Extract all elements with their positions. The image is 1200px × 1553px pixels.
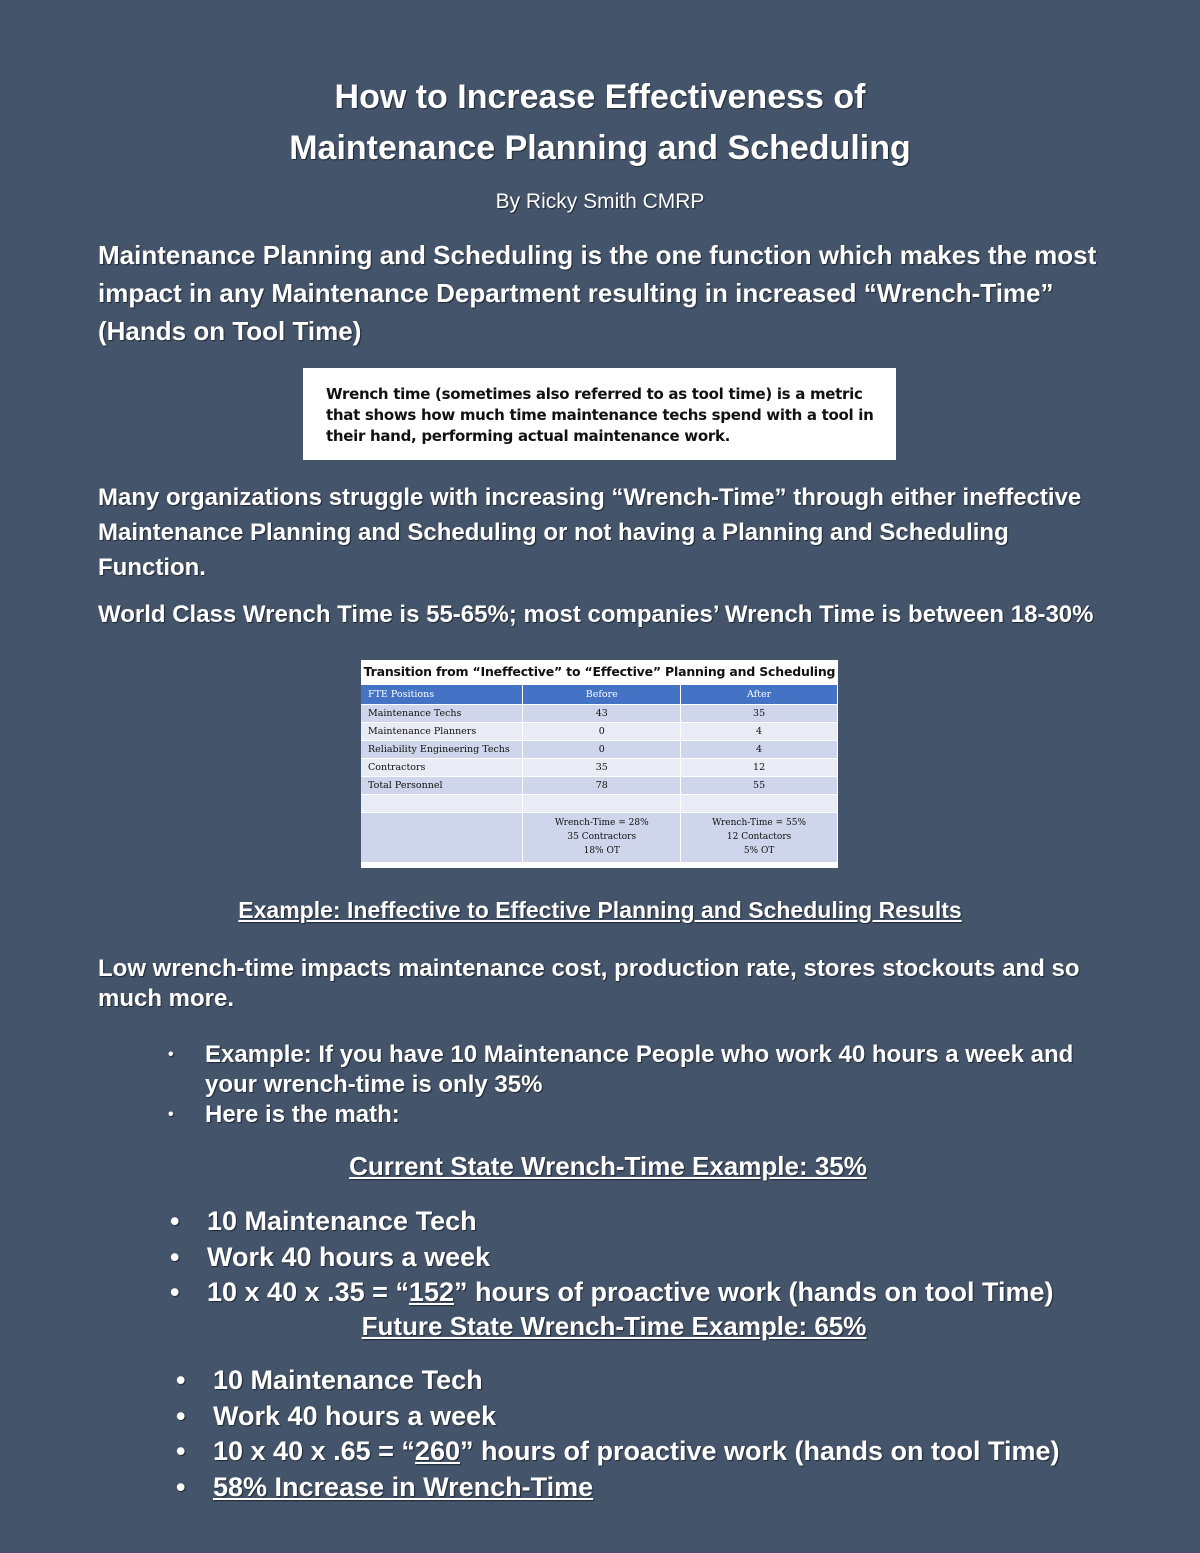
table-cell: 35 (523, 758, 681, 776)
after-note: Wrench-Time = 55% (712, 818, 806, 828)
bullet-icon: • (176, 1400, 186, 1431)
after-notes-cell (681, 812, 838, 862)
table-cell: 55 (681, 776, 838, 794)
future-state-heading: Future State Wrench-Time Example: 65% (361, 1311, 867, 1341)
low-wrench-paragraph: Low wrench-time impacts maintenance cost, production rate, stores stockouts and so much more. (98, 955, 1080, 1012)
calc-prefix: 10 x 40 x .35 = “ (207, 1277, 409, 1307)
list-item (176, 1363, 1116, 1399)
bullet-icon: • (176, 1436, 186, 1466)
page-title (0, 72, 1200, 174)
list-item-text: Example: If you have 10 Maintenance People who work 40 hours a week and your wrench-time is only 35% (205, 1041, 1074, 1098)
table-cell: 4 (681, 740, 838, 758)
calc-value: 152 (408, 1277, 454, 1307)
list-item (170, 1204, 1110, 1240)
before-note: 18% OT (583, 846, 620, 856)
table-notes-row (361, 812, 838, 862)
table-cell (361, 812, 523, 862)
list-item-text: Here is the math: (205, 1101, 400, 1128)
list-item (168, 1040, 1108, 1100)
calc-prefix: 10 x 40 x .65 = “ (213, 1436, 415, 1466)
table-cell: 0 (523, 740, 681, 758)
table-header-row (361, 685, 838, 704)
header-cell: Before (523, 685, 681, 704)
title-line-2: Maintenance Planning and Scheduling (289, 129, 911, 167)
table-cell: 4 (681, 722, 838, 740)
table-cell: Contractors (361, 758, 523, 776)
after-note: 12 Contactors (726, 832, 792, 842)
bullet-icon: • (176, 1365, 186, 1395)
list-item-text: Work 40 hours a week (207, 1241, 491, 1272)
table-cell: 78 (523, 776, 681, 794)
list-item (176, 1399, 1116, 1435)
future-state-list (176, 1363, 1116, 1505)
bullet-icon: • (170, 1206, 180, 1236)
calc-value: 260 (414, 1436, 460, 1466)
bullet-icon: • (168, 1106, 174, 1123)
table-cell: Maintenance Planners (361, 722, 523, 740)
definition-box: Wrench time (sometimes also referred to as tool time) is a metric that shows how much time maintenance techs spend with a tool in their hand, performing actual maintenance work. (303, 368, 896, 460)
before-note: 35 Contractors (567, 832, 637, 842)
table-cell: 35 (681, 704, 838, 722)
example-heading: Example: Ineffective to Effective Planning and Scheduling Results (238, 897, 962, 923)
table-cell: Maintenance Techs (361, 704, 523, 722)
table-cell: 12 (681, 758, 838, 776)
list-item (170, 1240, 1110, 1276)
list-item (176, 1434, 1116, 1470)
fte-table-title: Transition from “Ineffective” to “Effective” Planning and Scheduling (363, 664, 836, 679)
example-bullet-list (168, 1040, 1108, 1130)
bullet-icon: • (176, 1471, 186, 1502)
current-state-list (170, 1204, 1110, 1311)
title-line-1: How to Increase Effectiveness of (334, 78, 866, 116)
table-cell: 43 (523, 704, 681, 722)
table-row (361, 722, 838, 740)
bullet-icon: • (168, 1046, 174, 1063)
table-row (361, 758, 838, 776)
bullet-icon: • (170, 1277, 180, 1307)
table-row (361, 740, 838, 758)
table-cell (681, 794, 838, 812)
intro-paragraph: Maintenance Planning and Scheduling is the one function which makes the most impact in any Maintenance Department resulting in increased “Wrench-Time” (Hands on Tool Time) (98, 240, 1097, 346)
table-row (361, 704, 838, 722)
struggle-paragraph: Many organizations struggle with increasing “Wrench-Time” through either ineffective Maintenance Planning and Scheduling or not having a Planning and Scheduling Function. (98, 484, 1082, 581)
byline: By Ricky Smith CMRP (495, 190, 705, 213)
list-item (176, 1470, 1116, 1506)
table-cell: Total Personnel (361, 776, 523, 794)
calc-suffix: ” hours of proactive work (hands on tool Time) (459, 1436, 1060, 1466)
table-cell: Reliability Engineering Techs (361, 740, 523, 758)
increase-text: 58% Increase in Wrench-Time (213, 1471, 594, 1502)
after-note: 5% OT (743, 846, 775, 856)
list-item (170, 1275, 1110, 1311)
fte-table (361, 685, 838, 863)
current-state-heading: Current State Wrench-Time Example: 35% (349, 1151, 867, 1181)
list-item-text: 10 Maintenance Tech (207, 1206, 477, 1236)
header-cell: FTE Positions (361, 685, 523, 704)
calc-suffix: ” hours of proactive work (hands on tool Time) (453, 1277, 1054, 1307)
header-cell: After (681, 685, 838, 704)
world-class-paragraph: World Class Wrench Time is 55-65%; most companies’ Wrench Time is between 18-30% (98, 601, 1094, 628)
before-notes-cell (523, 812, 681, 862)
bullet-icon: • (170, 1241, 180, 1272)
table-cell: 0 (523, 722, 681, 740)
table-cell (523, 794, 681, 812)
table-row (361, 794, 838, 812)
fte-table-figure (361, 660, 838, 868)
table-cell (361, 794, 523, 812)
list-item-text: Work 40 hours a week (213, 1400, 497, 1431)
before-note: Wrench-Time = 28% (554, 818, 649, 828)
list-item (168, 1100, 1108, 1130)
list-item-text: 10 Maintenance Tech (213, 1365, 483, 1395)
table-row (361, 776, 838, 794)
